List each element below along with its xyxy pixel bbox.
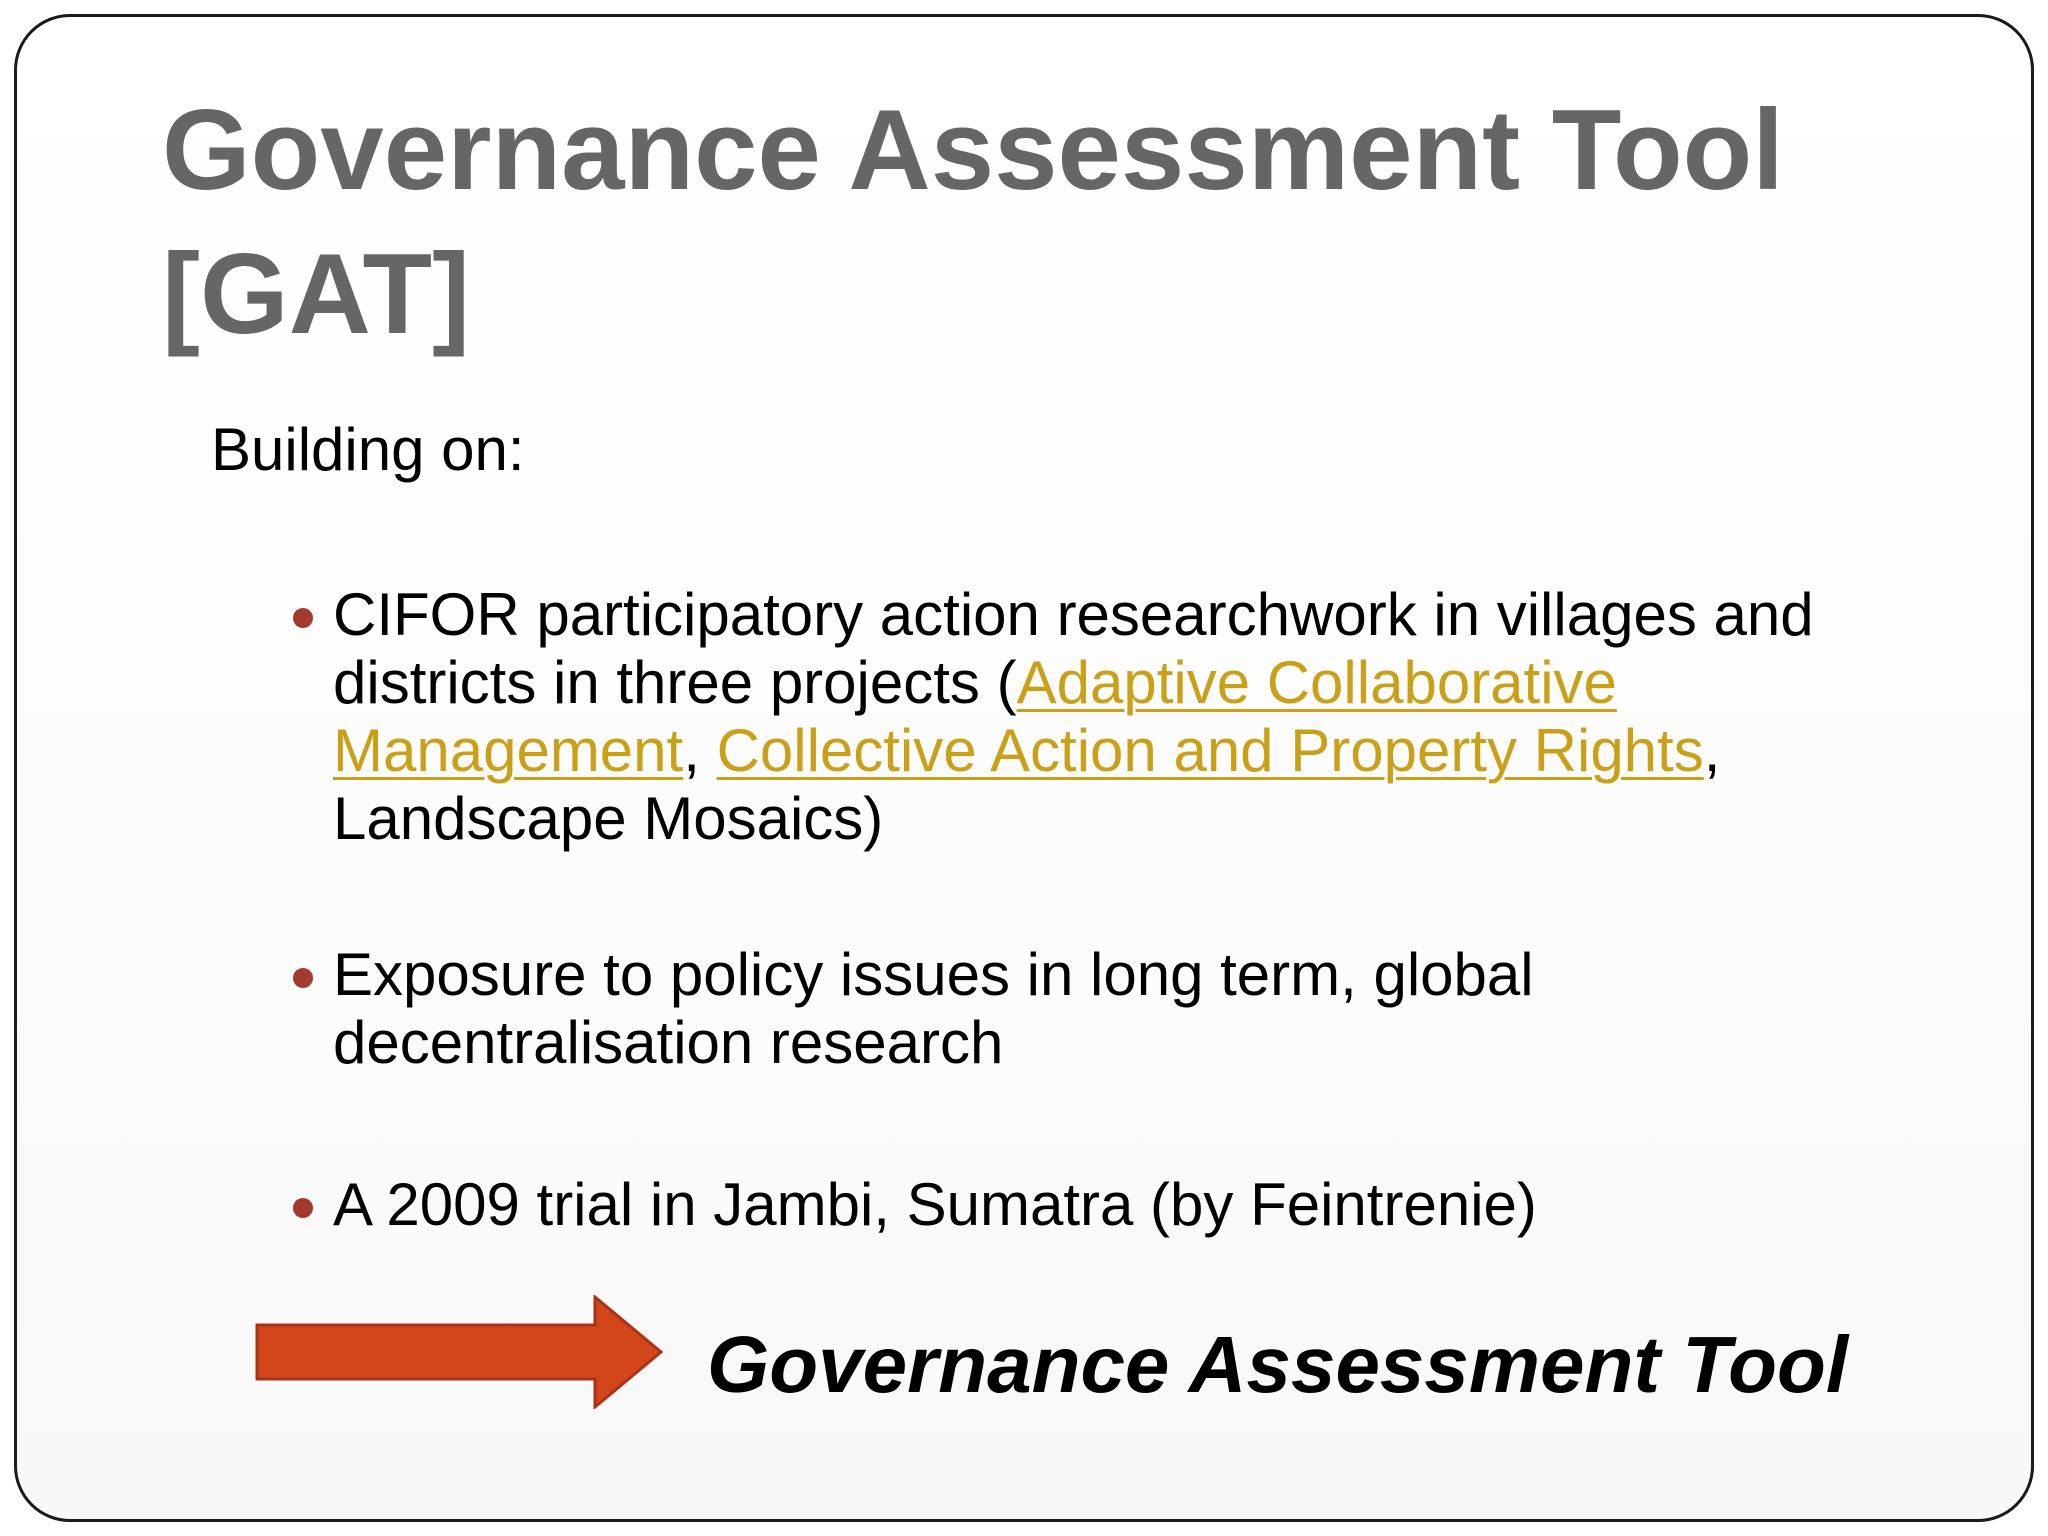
bullet-item-trial	[333, 1171, 1933, 1239]
bullet-text-post: , Landscape Mosaics)	[333, 717, 1721, 852]
link-adaptive-collaborative-management[interactable]: Adaptive Collaborative Management	[333, 649, 1617, 784]
right-arrow-icon	[255, 1295, 665, 1409]
bullet-dot-icon	[293, 968, 313, 988]
bullet-dot-icon	[293, 1198, 313, 1218]
bullet-text-pre: CIFOR participatory action researchwork in villages and districts in three projects (	[333, 581, 1814, 716]
bullet-text: Exposure to policy issues in long term, global decentralisation research	[333, 941, 1534, 1076]
bullet-text-separator: ,	[683, 717, 717, 784]
slide	[14, 14, 2034, 1522]
bullet-text: A 2009 trial in Jambi, Sumatra (by Feintrenie)	[333, 1171, 1537, 1238]
link-collective-action-property-rights[interactable]: Collective Action and Property Rights	[716, 717, 1704, 784]
conclusion-text: Governance Assessment Tool	[707, 1320, 1849, 1409]
bullet-item-exposure	[333, 941, 1933, 1077]
bullet-item-cifor	[333, 581, 1933, 853]
slide-title: Governance Assessment Tool [GAT]	[162, 87, 1784, 358]
right-arrow-shape	[257, 1297, 661, 1407]
bullet-dot-icon	[293, 608, 313, 628]
lead-text: Building on:	[211, 416, 525, 483]
